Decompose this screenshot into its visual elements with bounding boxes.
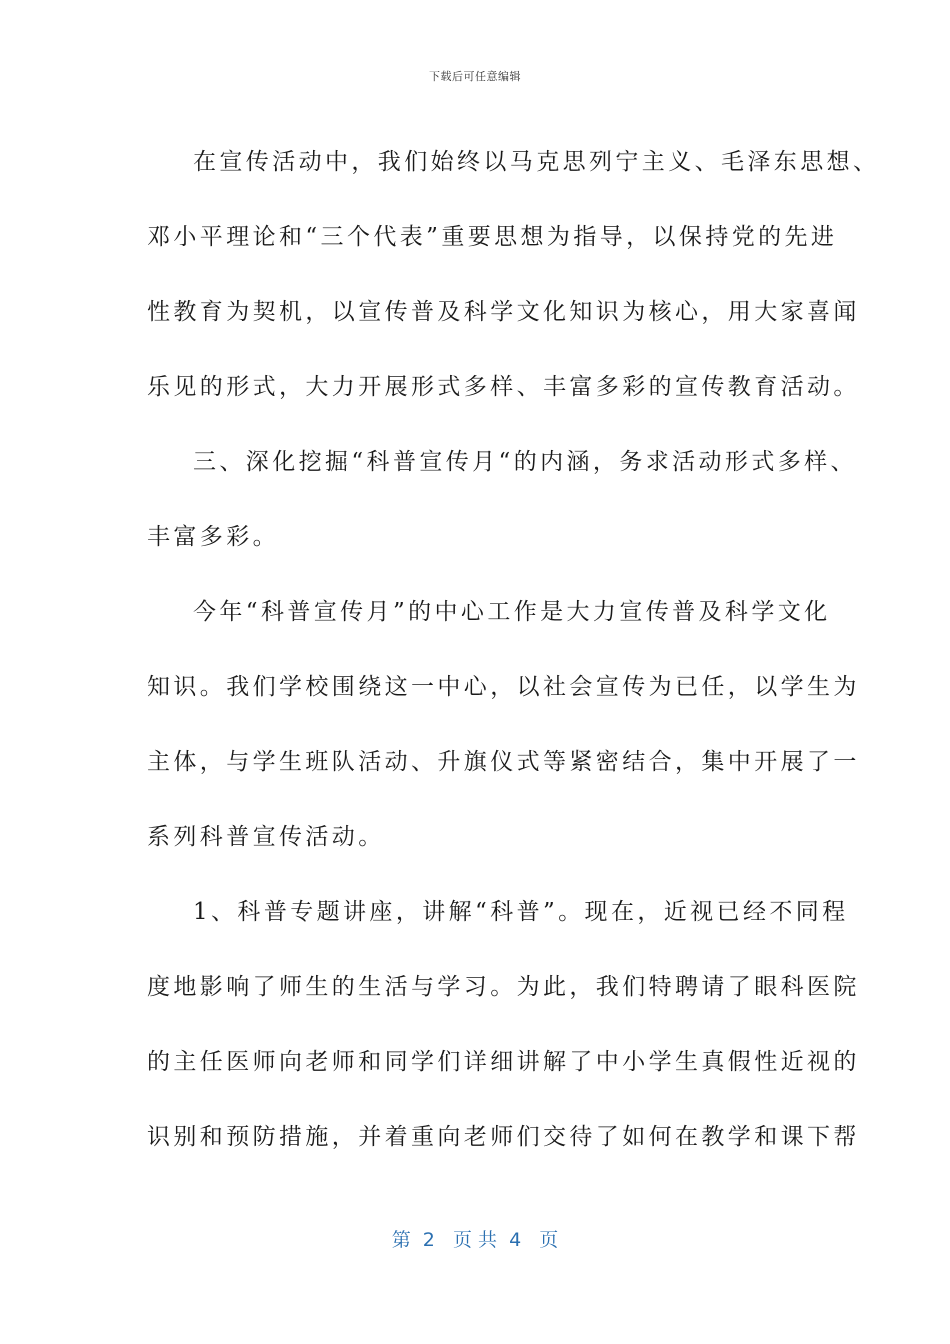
paragraph-line: 性教育为契机，以宣传普及科学文化知识为核心，用大家喜闻 [147, 299, 860, 325]
paragraph-line: 的主任医师向老师和同学们详细讲解了中小学生真假性近视的 [147, 1049, 860, 1075]
section-heading-line: 三、深化挖掘“科普宣传月“的内涵，务求活动形式多样、 [193, 449, 857, 475]
page-number-footer: 第 2 页 共 4 页 [391, 1229, 559, 1251]
paragraph-line: 系列科普宣传活动。 [147, 824, 385, 850]
paragraph-line: 今年“科普宣传月”的中心工作是大力宣传普及科学文化 [193, 599, 831, 625]
paragraph-line: 乐见的形式，大力开展形式多样、丰富多彩的宣传教育活动。 [147, 374, 860, 400]
body-text [147, 125, 880, 1175]
paragraph-line: 1、科普专题讲座，讲解“科普”。现在，近视已经不同程 [193, 899, 849, 925]
section-heading-line: 丰富多彩。 [147, 524, 279, 550]
paragraph-line: 主体，与学生班队活动、升旗仪式等紧密结合，集中开展了一 [147, 749, 860, 775]
paragraph-line: 知识。我们学校围绕这一中心，以社会宣传为已任，以学生为 [147, 674, 860, 700]
paragraph-line: 识别和预防措施，并着重向老师们交待了如何在教学和课下帮 [147, 1124, 860, 1150]
paragraph-line: 度地影响了师生的生活与学习。为此，我们特聘请了眼科医院 [147, 974, 860, 1000]
header-note: 下载后可任意编辑 [429, 70, 521, 83]
paragraph-line: 邓小平理论和“三个代表”重要思想为指导，以保持党的先进 [147, 224, 838, 250]
paragraph-line: 在宣传活动中，我们始终以马克思列宁主义、毛泽东思想、 [193, 149, 880, 175]
